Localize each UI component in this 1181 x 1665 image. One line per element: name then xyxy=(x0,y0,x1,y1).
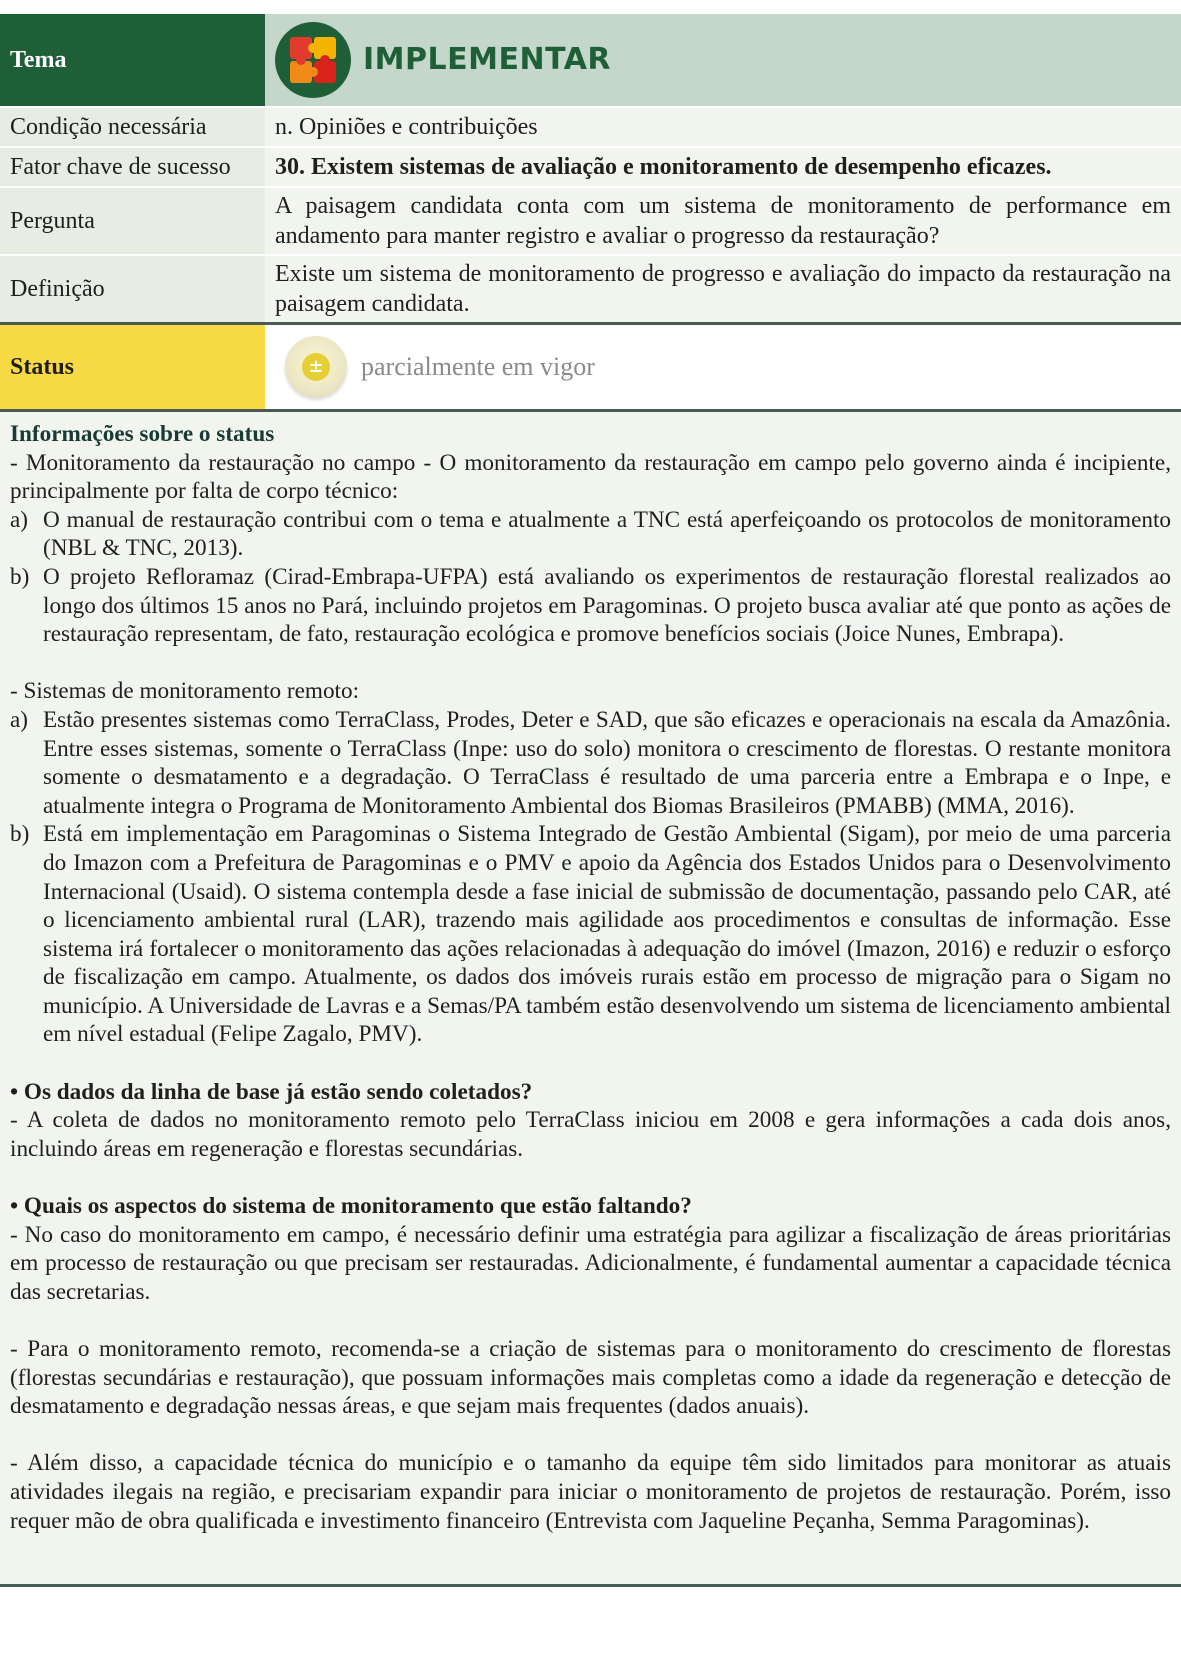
list-marker: a) xyxy=(10,706,29,733)
info-heading: Informações sobre o status xyxy=(10,421,275,447)
status-row xyxy=(0,324,1181,411)
puzzle-icon xyxy=(275,22,351,98)
list-item xyxy=(10,706,1171,820)
pergunta-label: Pergunta xyxy=(0,187,265,255)
condicao-label: Condição necessária xyxy=(0,107,265,147)
fator-label: Fator chave de sucesso xyxy=(0,147,265,187)
document-page xyxy=(0,14,1181,1587)
status-info-section xyxy=(0,412,1181,1587)
list-text: O projeto Refloramaz (Cirad-Embrapa-UFPA) está avaliando os experimentos de restauração florestal realizados ao longo dos últimos 15 anos no Pará, incluindo projetos em Paragominas. O projeto busca avaliar até que ponto as ações de restauração representam, de fato, restauração ecológica e promove benefícios sociais (Joice Nunes, Embrapa). xyxy=(43,563,1171,648)
remote-monitoring-intro: - Sistemas de monitoramento remoto: xyxy=(10,678,360,705)
tema-row xyxy=(0,14,1181,107)
condicao-row xyxy=(0,107,1181,147)
answer-remote-monitoring: - Para o monitoramento remoto, recomenda-se a criação de sistemas para o monitoramento do crescimento de florestas (florestas secundárias e restauração), que possuam informações mais completas como a idade da regeneração e detecção de desmatamento e degradação nessas áreas, e que sejam mais frequentes (dados anuais). xyxy=(10,1336,1171,1420)
status-value: parcialmente em vigor xyxy=(361,352,595,381)
list-marker: a) xyxy=(10,506,29,533)
status-label: Status xyxy=(0,324,265,411)
status-value-cell xyxy=(265,324,1181,411)
theme-title: IMPLEMENTAR xyxy=(363,42,612,77)
criteria-table xyxy=(0,14,1181,412)
definicao-row xyxy=(0,255,1181,324)
pergunta-value: A paisagem candidata conta com um sistema de monitoramento de performance em andamento para manter registro e avaliar o progresso da restauração? xyxy=(265,187,1181,255)
condicao-value: n. Opiniões e contribuições xyxy=(265,107,1181,147)
answer-technical-capacity: - Além disso, a capacidade técnica do município e o tamanho da equipe têm sido limitados para monitorar as atuais atividades ilegais na região, e precisariam expandir para iniciar o monitoramento de projetos de restauração. Porém, isso requer mão de obra qualificada e investimento financeiro (Entrevista com Jaqueline Peçanha, Semma Paragominas). xyxy=(10,1450,1171,1534)
pergunta-row xyxy=(0,187,1181,255)
answer-field-monitoring: - No caso do monitoramento em campo, é necessário definir uma estratégia para agilizar a fiscalização de áreas prioritárias em processo de restauração ou que precisam ser restauradas. Adicionalmente, é fundamental aumentar a capacidade técnica das secretarias. xyxy=(10,1221,1171,1305)
list-item xyxy=(10,563,1171,649)
answer-baseline: - A coleta de dados no monitoramento remoto pelo TerraClass iniciou em 2008 e gera informações a cada dois anos, incluindo áreas em regeneração e florestas secundárias. xyxy=(10,1107,1171,1162)
list-text: Estão presentes sistemas como TerraClass, Prodes, Deter e SAD, que são eficazes e operacionais na escala da Amazônia. Entre esses sistemas, somente o TerraClass (Inpe: uso do solo) monitora o crescimento de florestas. O restante monitora somente o desmatamento e a degradação. O TerraClass é resultado de uma parceria entre a Embrapa e o Inpe, e atualmente integra o Programa de Monitoramento Ambiental dos Biomas Brasileiros (PMABB) (MMA, 2016). xyxy=(43,706,1171,819)
fator-value: 30. Existem sistemas de avaliação e monitoramento de desempenho eficazes. xyxy=(265,147,1181,187)
question-baseline: • Os dados da linha de base já estão sendo coletados? xyxy=(10,1078,533,1105)
plus-minus-icon: ± xyxy=(302,353,330,381)
field-monitoring-intro: - Monitoramento da restauração no campo - O monitoramento da restauração em campo pelo governo ainda é incipiente, principalmente por falta de corpo técnico: xyxy=(10,449,1171,505)
tema-value-cell xyxy=(265,14,1181,107)
list-item xyxy=(10,820,1171,1049)
list-text: O manual de restauração contribui com o tema e atualmente a TNC está aperfeiçoando os protocolos de monitoramento (NBL & TNC, 2013). xyxy=(43,506,1171,562)
question-missing-aspects: • Quais os aspectos do sistema de monitoramento que estão faltando? xyxy=(10,1193,692,1220)
tema-label: Tema xyxy=(0,14,265,107)
definicao-label: Definição xyxy=(0,255,265,324)
list-text: Está em implementação em Paragominas o Sistema Integrado de Gestão Ambiental (Sigam), por meio de uma parceria do Imazon com a Prefeitura de Paragominas e o PMV e apoio da Agência dos Estados Unidos para o Desenvolvimento Internacional (Usaid). O sistema contempla desde a fase inicial de submissão de documentação, passando pelo CAR, até o licenciamento ambiental rural (LAR), trazendo mais agilidade aos procedimentos e consultas de informação. Esse sistema irá fortalecer o monitoramento das ações relacionadas à adequação do imóvel (Imazon, 2016) e reduzir o esforço de fiscalização em campo. Atualmente, os dados dos imóveis rurais estão em processo de migração para o Sigam no município. A Universidade de Lavras e a Semas/PA também estão desenvolvendo um sistema de licenciamento ambiental em nível estadual (Felipe Zagalo, PMV). xyxy=(43,821,1171,1048)
fator-row xyxy=(0,147,1181,187)
definicao-value: Existe um sistema de monitoramento de progresso e avaliação do impacto da restauração na paisagem candidata. xyxy=(265,255,1181,324)
list-marker: b) xyxy=(10,563,30,590)
list-item xyxy=(10,506,1171,563)
list-marker: b) xyxy=(10,821,30,848)
partial-status-icon xyxy=(285,336,347,398)
